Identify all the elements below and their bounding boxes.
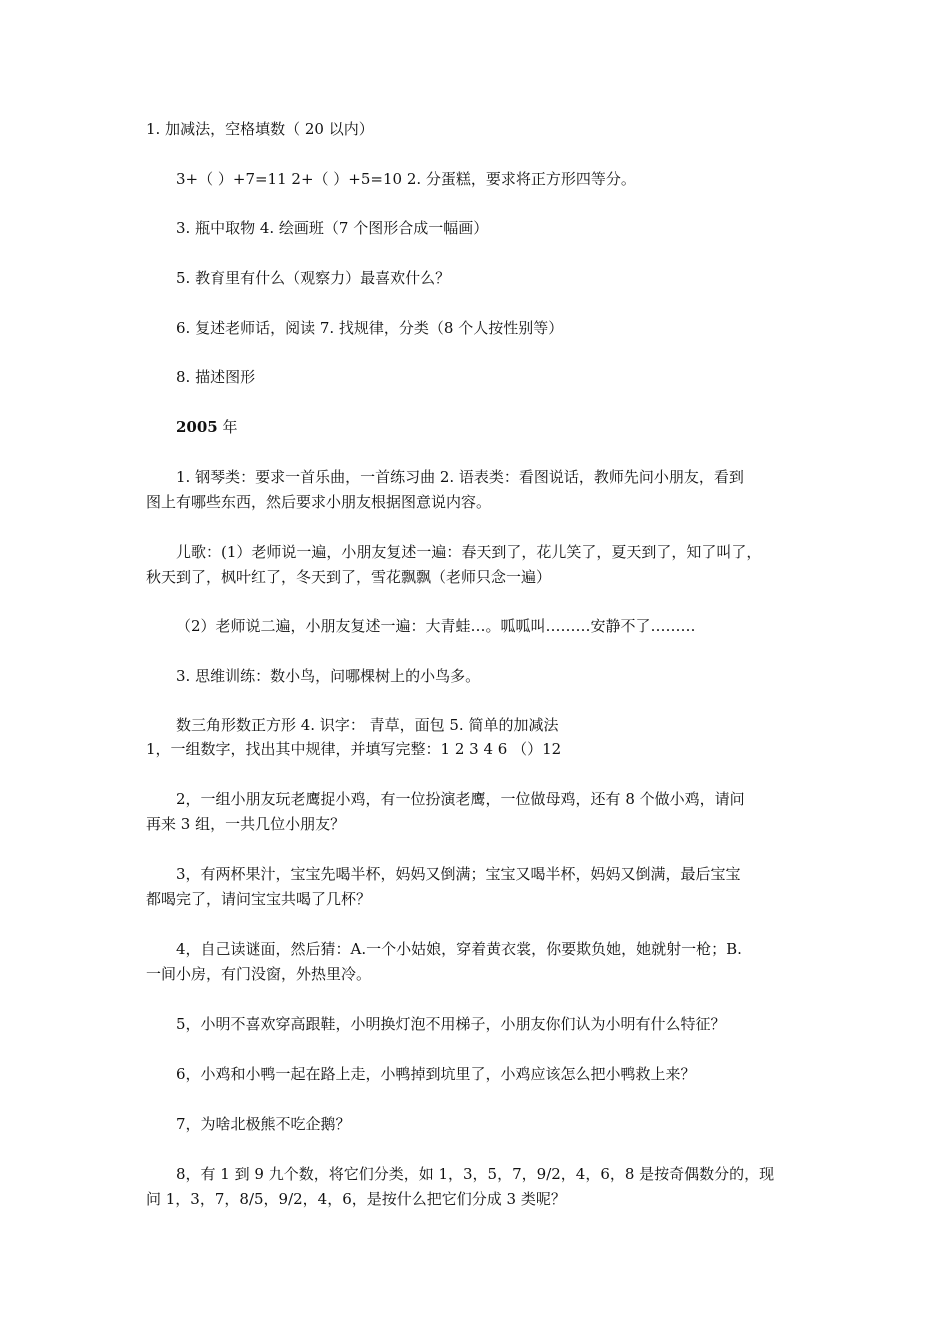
year-heading (176, 414, 810, 440)
line-5: 6. 复述老师话，阅读 7. 找规律，分类（8 个人按性别等） (176, 319, 564, 337)
year-number: 2005 (176, 418, 218, 436)
question-3b: 都喝完了，请问宝宝共喝了几杯？ (146, 890, 372, 908)
question-8b: 问 1，3，7，8/5，9/2，4，6，是按什么把它们分成 3 类呢？ (146, 1190, 566, 1208)
line-1: 1. 加减法，空格填数（ 20 以内） (146, 120, 374, 138)
question-1: 1，一组数字，找出其中规律，并填写完整：1 2 3 4 6 （）12 (146, 740, 562, 758)
paragraph-2005-4: 3. 思维训练：数小鸟，问哪棵树上的小鸟多。 (176, 667, 481, 685)
paragraph-2005-2b: 秋天到了，枫叶红了，冬天到了，雪花飘飘（老师只念一遍） (146, 568, 552, 586)
question-8a: 8，有 1 到 9 九个数，将它们分类，如 1，3，5，7，9/2，4，6，8 是按奇偶数分的，现 (176, 1165, 775, 1183)
line-3: 3. 瓶中取物 4. 绘画班（7 个图形合成一幅画） (176, 219, 489, 237)
question-2a: 2，一组小朋友玩老鹰捉小鸡，有一位扮演老鹰，一位做母鸡，还有 8 个做小鸡，请问 (176, 790, 745, 808)
question-5: 5，小明不喜欢穿高跟鞋，小明换灯泡不用梯子，小朋友你们认为小明有什么特征？ (176, 1015, 726, 1033)
year-suffix: 年 (217, 418, 238, 436)
paragraph-2005-3: （2）老师说二遍，小朋友复述一遍：大青蛙…。呱呱叫………安静不了……… (176, 617, 696, 635)
question-2b: 再来 3 组，一共几位小朋友？ (146, 815, 346, 833)
line-4: 5. 教育里有什么（观察力）最喜欢什么？ (176, 269, 451, 287)
question-4b: 一间小房，有门没窗，外热里冷。 (146, 965, 372, 983)
line-6: 8. 描述图形 (176, 368, 256, 386)
question-7: 7，为啥北极熊不吃企鹅？ (176, 1115, 351, 1133)
line-2: 3+（ ）+7=11 2+（ ）+5=10 2. 分蛋糕，要求将正方形四等分。 (176, 170, 636, 188)
question-3a: 3，有两杯果汁，宝宝先喝半杯，妈妈又倒满；宝宝又喝半杯，妈妈又倒满，最后宝宝 (176, 865, 741, 883)
paragraph-2005-2a: 儿歌：(1）老师说一遍，小朋友复述一遍：春天到了，花儿笑了，夏天到了，知了叫了， (176, 543, 762, 561)
question-6: 6，小鸡和小鸭一起在路上走，小鸭掉到坑里了，小鸡应该怎么把小鸭救上来？ (176, 1065, 696, 1083)
question-4a: 4，自己读谜面，然后猜：A.一个小姑娘，穿着黄衣裳，你要欺负她，她就射一枪；B. (176, 940, 742, 958)
paragraph-2005-1a: 1. 钢琴类：要求一首乐曲，一首练习曲 2. 语表类：看图说话，教师先问小朋友，看到 (176, 468, 744, 486)
paragraph-2005-5: 数三角形数正方形 4. 识字： 青草，面包 5. 简单的加减法 (176, 716, 559, 734)
paragraph-2005-1b: 图上有哪些东西，然后要求小朋友根据图意说内容。 (146, 493, 492, 511)
